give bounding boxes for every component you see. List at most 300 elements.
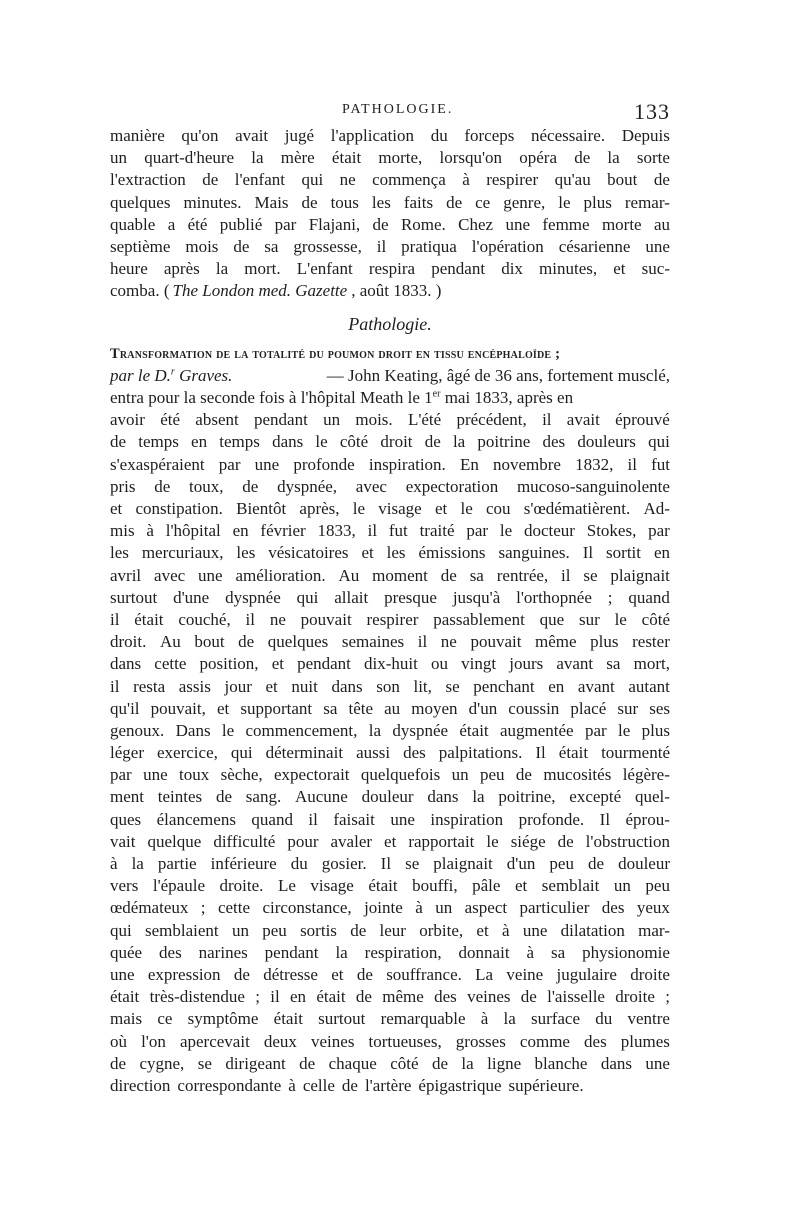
word: mort. [244, 259, 281, 279]
text-line [110, 1053, 670, 1075]
word: de [233, 236, 250, 256]
word: un [435, 898, 453, 918]
word: poitrine, [498, 787, 556, 807]
word: les [110, 543, 129, 563]
word: mort, [633, 654, 670, 674]
word: dilatation [560, 920, 625, 940]
word: une [645, 1053, 670, 1073]
word: douleur [618, 854, 670, 873]
word: toux [179, 765, 210, 785]
word: la [335, 942, 348, 962]
word: vésicatoires [268, 543, 349, 563]
word: était [331, 148, 362, 168]
word: détresse [263, 964, 318, 984]
word: avait [566, 410, 600, 430]
word: avec [355, 476, 387, 496]
word: et [434, 499, 448, 518]
word: correspondante [177, 1075, 282, 1095]
word: un [613, 876, 631, 896]
word: ques [110, 809, 142, 829]
word: traité [419, 521, 455, 541]
word: a [167, 214, 176, 234]
word: morte, [378, 148, 423, 168]
word: tourmenté [601, 743, 670, 763]
word: La [475, 964, 494, 984]
text-line [110, 587, 670, 609]
word: resta [133, 676, 166, 696]
word: au [653, 214, 670, 234]
word: sèche, [220, 765, 263, 785]
word: il [308, 809, 318, 829]
text-line [110, 942, 670, 964]
word: côté [339, 432, 369, 452]
word: vers [110, 876, 139, 896]
text-fragment: entra pour la seconde fois à l'hôpital Meath le 1 [110, 388, 433, 408]
word: Stokes, [586, 521, 637, 541]
word: placé [570, 698, 607, 718]
text-line [110, 986, 670, 1008]
word: position, [199, 654, 259, 674]
word: toux, [189, 476, 224, 496]
text-fragment: mai 1833, après en [440, 388, 574, 408]
text-line [110, 387, 670, 409]
word: mucosités [543, 765, 612, 785]
word: opéra [519, 148, 557, 168]
word: plus [641, 720, 670, 740]
text-line [110, 786, 670, 808]
word: jugulaire [556, 964, 617, 984]
word: mis [110, 521, 135, 541]
word: par [218, 454, 241, 474]
word: Mais [254, 192, 289, 212]
word: l'opération [471, 236, 544, 256]
word: l'extraction [110, 170, 186, 190]
word: genoux. [110, 720, 165, 740]
word: s'œdématièrent. [523, 499, 631, 518]
word: cou [485, 499, 511, 518]
word: même [535, 632, 577, 652]
word: amélioration. [235, 565, 326, 585]
word: respira [368, 259, 416, 279]
word: presque [384, 587, 437, 607]
word: sortis [300, 920, 337, 940]
word: mois. [355, 410, 393, 430]
word: de [299, 1053, 316, 1073]
word: peu [645, 876, 670, 896]
word: il [367, 521, 378, 541]
word: en [653, 543, 670, 563]
word: profonde [293, 454, 355, 474]
word: particulier [519, 898, 590, 918]
running-title: PATHOLOGIE. [342, 102, 454, 117]
article-heading: Transformation de la totalité du poumon droit en tissu encéphaloïde ; [110, 345, 561, 362]
word: février [260, 521, 306, 541]
word: une [390, 809, 415, 829]
text-line [110, 809, 670, 831]
word: pris [110, 476, 136, 496]
text-line [110, 542, 670, 564]
word: était [273, 1009, 303, 1029]
word: rester [632, 632, 670, 652]
word: ; [665, 987, 670, 1007]
word: une [254, 454, 280, 474]
word: mère [280, 148, 315, 168]
text-line [110, 853, 670, 875]
word: quand [628, 587, 670, 607]
word: plaignait [433, 854, 493, 873]
word: dix [501, 259, 523, 279]
word: passablement [433, 609, 525, 629]
word: avait [235, 126, 269, 145]
text-line [110, 236, 670, 258]
word: la [503, 1009, 516, 1029]
word: droite [630, 964, 670, 984]
word: Il [582, 543, 594, 563]
word: veine [506, 964, 544, 984]
word: plumes [620, 1031, 670, 1051]
text-fragment: — John Keating, âgé de 36 ans, fortement musclé, [326, 365, 670, 385]
word: le [499, 521, 513, 541]
word: du [430, 126, 448, 145]
word: sa [323, 698, 338, 718]
word: de [215, 787, 232, 807]
word: éprouvé [615, 410, 670, 430]
word: légère- [622, 765, 670, 785]
text-line [110, 476, 670, 498]
word: expectoration [405, 476, 499, 496]
word: de [202, 170, 219, 190]
word: mar- [638, 920, 670, 940]
text-line [110, 764, 670, 786]
word: rentrée, [496, 565, 549, 585]
word: genre, [503, 192, 546, 212]
text-fragment: , août 1833. ) [351, 281, 442, 301]
word: ses [649, 698, 670, 718]
word: Ad- [643, 499, 670, 518]
word: la [131, 854, 144, 873]
word: jusqu'à [452, 587, 501, 607]
word: supportant [240, 698, 313, 718]
word: la [472, 787, 485, 807]
word: plus [590, 632, 619, 652]
word: très-distendue [149, 987, 245, 1007]
word: qui [301, 170, 324, 190]
word: semaines [341, 632, 405, 652]
word: à [415, 898, 423, 918]
word: l'artère [364, 1075, 412, 1095]
word: été [160, 410, 181, 430]
word: quée [110, 942, 143, 962]
text-line [110, 920, 670, 942]
text-line [110, 631, 670, 653]
word: qu'on [181, 126, 219, 145]
word: par [584, 720, 607, 740]
text-line [110, 365, 670, 387]
word: pouvait, [150, 698, 206, 718]
word: supérieure. [508, 1075, 584, 1095]
word: sorte [636, 148, 670, 168]
word: d'une [173, 587, 210, 607]
word: pâle [472, 876, 501, 896]
word: sortit [606, 543, 641, 563]
word: cygne, [139, 1053, 185, 1073]
word: 1833, [317, 521, 356, 541]
word: forceps [464, 126, 515, 145]
section-title: Pathologie. [348, 313, 432, 334]
word: sang. [245, 787, 282, 807]
word: septième [110, 236, 171, 256]
word: un [231, 920, 249, 940]
word: lit, [413, 676, 432, 696]
word: éprou- [625, 809, 670, 829]
text-line [110, 565, 670, 587]
word: femme [542, 214, 590, 234]
word: faits [403, 192, 434, 212]
word: de [355, 987, 372, 1007]
word: remarquable [380, 1009, 466, 1029]
word: mercuriaux, [141, 543, 224, 563]
word: assis [178, 676, 211, 696]
text-line [110, 454, 670, 476]
word: bouffi, [412, 876, 458, 896]
word: pouvait [470, 632, 522, 652]
word: l'application [330, 126, 415, 145]
word: d'un [468, 698, 498, 718]
word: physionomie [582, 942, 670, 962]
word: était [316, 987, 346, 1007]
word: et [384, 831, 397, 851]
word: de [372, 214, 389, 234]
word: de [520, 987, 537, 1007]
word: vingt [461, 654, 497, 674]
word: en [232, 521, 249, 541]
word: de [238, 632, 255, 652]
word: cette [217, 898, 251, 918]
word: de [154, 476, 171, 496]
word: de [356, 964, 373, 984]
word: dans [110, 654, 142, 674]
word: de [440, 565, 457, 585]
word: inspiration. [368, 454, 446, 474]
text-line [110, 875, 670, 897]
text-line [110, 125, 670, 147]
word: de [301, 192, 318, 212]
word: poitrine [477, 432, 531, 452]
word: jugé [284, 126, 315, 145]
word: temps [219, 432, 260, 452]
word: pendant [264, 942, 319, 962]
word: l'on [141, 1031, 166, 1051]
word: de [446, 192, 463, 212]
word: commencement, [245, 720, 358, 740]
word: commença [372, 170, 446, 190]
word: une [645, 236, 670, 256]
word: côté [641, 609, 670, 629]
word: quelques [267, 632, 329, 652]
word: douleur [361, 787, 414, 807]
word: en [548, 676, 565, 696]
word: qui [296, 587, 319, 607]
word: celle [302, 1075, 335, 1095]
word: veines [311, 1031, 355, 1051]
text-fragment [110, 387, 573, 409]
word: l'aisselle [547, 987, 605, 1007]
text-line [110, 897, 670, 919]
word: à [501, 920, 510, 940]
word: ne [269, 609, 286, 629]
word: dans [600, 1053, 632, 1073]
word: la [368, 720, 381, 740]
word: ment [110, 787, 144, 807]
word: que [539, 609, 565, 629]
word: leur [379, 920, 406, 940]
word: ligne [487, 1053, 522, 1073]
word: Aucune [294, 787, 348, 807]
text-line [110, 742, 670, 764]
word: au [384, 698, 401, 718]
word: le [486, 831, 499, 851]
superscript: er [432, 388, 441, 400]
word: à [288, 1075, 296, 1095]
word: symptôme [187, 1009, 259, 1029]
text-line [110, 214, 670, 236]
word: de [515, 765, 532, 785]
word: Il [599, 809, 611, 829]
word: pouvait [300, 609, 352, 629]
word: et [331, 964, 344, 984]
word: droite [615, 987, 655, 1007]
word: visage [378, 499, 422, 518]
word: pour [287, 831, 319, 851]
word: teintes [157, 787, 203, 807]
word: jour [224, 676, 252, 696]
word: par [466, 521, 489, 541]
word: le [315, 432, 328, 452]
word: de [574, 148, 591, 168]
article-body [110, 409, 670, 1097]
word: pendant [297, 654, 351, 674]
paragraph-continuation [110, 125, 670, 280]
word: dans [272, 432, 304, 452]
word: sa [606, 654, 621, 674]
word: il [561, 565, 571, 585]
word: Au [338, 565, 360, 585]
word: qu'il [110, 698, 140, 718]
text-line [110, 1075, 670, 1097]
word: exercice, [157, 743, 218, 763]
word: le [221, 720, 235, 740]
word: il [245, 609, 255, 629]
word: du [290, 854, 308, 873]
word: souffrance. [386, 964, 462, 984]
word: il [376, 236, 387, 256]
word: peu [549, 854, 574, 873]
word: Rome. [400, 214, 446, 234]
word: élancemens [156, 809, 236, 829]
word: coussin [508, 698, 560, 718]
word: le [352, 499, 366, 518]
word: Flajani, [308, 214, 361, 234]
word: ce [157, 1009, 173, 1029]
word: été [187, 214, 208, 234]
word: dix-huit [364, 654, 418, 674]
page-number: 133 [634, 99, 670, 124]
word: lorsqu'on [439, 148, 503, 168]
word: était [134, 609, 164, 629]
word: visage [310, 876, 354, 896]
word: cette [154, 654, 187, 674]
word: la [461, 1053, 474, 1073]
text-fragment: comba. ( [110, 281, 170, 301]
word: En [459, 454, 479, 474]
word: sur [617, 698, 639, 718]
word: une [110, 964, 135, 984]
text-line [110, 1031, 670, 1053]
word: de [242, 476, 259, 496]
word: même [382, 987, 424, 1007]
word: était [110, 987, 140, 1007]
word: de [424, 432, 441, 452]
word: par [274, 214, 297, 234]
word: de [350, 920, 367, 940]
word: de [110, 1053, 127, 1073]
word: œdémateux [110, 898, 189, 918]
word: qui [230, 743, 253, 763]
word: dans [331, 676, 363, 696]
text-line [110, 831, 670, 853]
word: jours [509, 654, 544, 674]
word: et [613, 259, 626, 279]
word: quelquefois [360, 765, 441, 785]
word: surface [530, 1009, 581, 1029]
word: augmentée [499, 720, 574, 740]
text-line [110, 258, 670, 280]
word: surtout [110, 587, 158, 607]
word: de [431, 1053, 448, 1073]
word: à [526, 942, 535, 962]
word: Il [535, 743, 546, 763]
word: qui [648, 432, 670, 452]
word: semblaient [145, 920, 219, 940]
word: et [110, 499, 123, 518]
word: les [386, 543, 406, 563]
word: une [522, 920, 548, 940]
word: et [216, 698, 230, 718]
word: dans [427, 787, 459, 807]
word: ou [431, 654, 449, 674]
word: de [653, 170, 670, 190]
word: comme [519, 1031, 570, 1051]
text-line [110, 280, 670, 302]
text-line [110, 409, 670, 431]
word: de [233, 964, 250, 984]
word: il [110, 676, 120, 696]
word: quel- [634, 787, 670, 807]
word: grosses [455, 1031, 506, 1051]
word: vait [110, 831, 136, 851]
word: inférieure [210, 854, 277, 873]
word: des [601, 898, 625, 918]
word: constipation. [135, 499, 223, 518]
word: droit. [110, 632, 147, 652]
word: siége [510, 831, 546, 851]
word: jointe [364, 898, 403, 918]
word: partie [157, 854, 197, 873]
word: la [215, 259, 229, 279]
word: bout [194, 632, 225, 652]
word: un [323, 410, 341, 430]
word: tête [348, 698, 374, 718]
